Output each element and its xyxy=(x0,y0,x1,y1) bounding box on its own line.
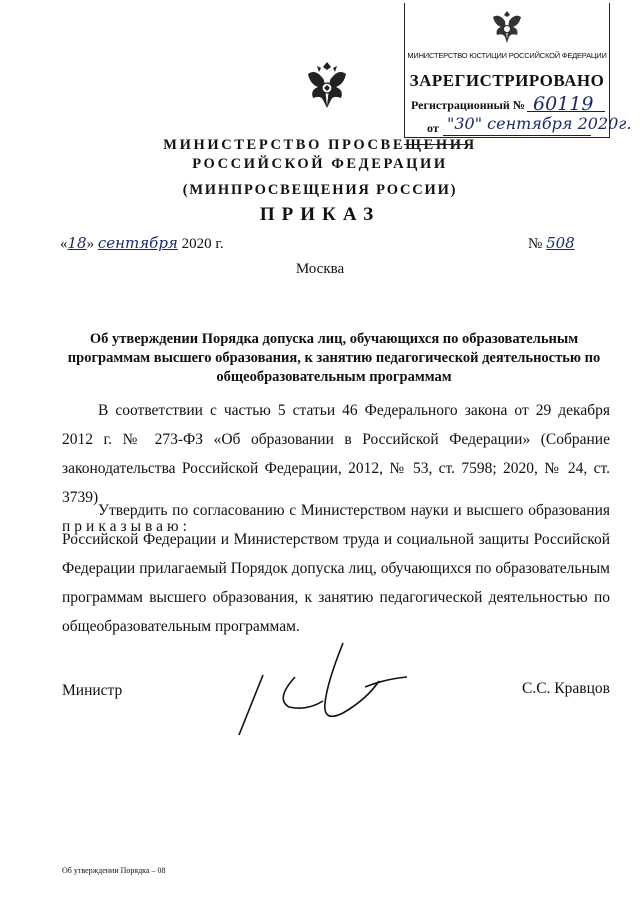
signer-name: С.С. Кравцов xyxy=(522,680,610,697)
handwritten-signature xyxy=(225,625,415,745)
city: Москва xyxy=(295,261,345,277)
command-word: приказываю: xyxy=(62,518,191,535)
stamp-underline xyxy=(527,111,605,112)
date-day: 18 xyxy=(67,234,87,252)
stamp-from-label: от xyxy=(427,121,439,135)
document-type: ПРИКАЗ xyxy=(259,204,381,225)
order-date xyxy=(60,234,224,253)
coat-of-arms-icon xyxy=(485,7,529,45)
coat-of-arms-icon xyxy=(304,60,350,112)
number-value: 508 xyxy=(546,234,575,252)
stamp-reg-number: 60119 xyxy=(533,93,594,115)
stamp-status: ЗАРЕГИСТРИРОВАНО xyxy=(409,71,605,90)
signer-role: Министр xyxy=(62,682,123,699)
registration-stamp xyxy=(404,3,632,138)
preamble-text: В соответствии с частью 5 статьи 46 Федерального закона от 29 декабря 2012 г. № 273-ФЗ «Об образовании в Российской Федерации» (Собрание законодательства Российской Федерации, 2012, № 53, ст. 7598; 2020, № 24, ст. 3739) xyxy=(62,402,610,506)
ministry-short-name: (МИНПРОСВЕЩЕНИЯ РОССИИ) xyxy=(182,182,458,198)
stamp-from-date: "30" сентября 2020г. xyxy=(447,114,632,133)
number-label: № xyxy=(528,236,543,252)
stamp-reg-label: Регистрационный № xyxy=(411,98,525,112)
stamp-overlap-line xyxy=(404,144,472,145)
document-title: Об утверждении Порядка допуска лиц, обучающихся по образовательным программам высшего образования, к занятию педагогической деятельностью по общеобразовательным программам xyxy=(67,331,601,385)
ministry-name-line2: РОССИЙСКОЙ ФЕДЕРАЦИИ xyxy=(192,156,448,172)
date-quote-close: » xyxy=(86,236,95,252)
order-paragraph: Утвердить по согласованию с Министерством науки и высшего образования Российской Федерации и Министерством труда и социальной защиты Российской Федерации прилагаемый Порядок допуска лиц, обучающихся по образовательным программам высшего образования, к занятию педагогической деятельностью по общеобразовательным программам. xyxy=(62,502,610,635)
ministry-name-line1: МИНИСТЕРСТВО ПРОСВЕЩЕНИЯ xyxy=(163,137,477,153)
stamp-underline xyxy=(443,135,591,136)
date-quote-open: « xyxy=(60,236,68,252)
date-month: сентября xyxy=(97,234,178,252)
date-year: 2020 г. xyxy=(181,236,224,252)
stamp-ministry: МИНИСТЕРСТВО ЮСТИЦИИ РОССИЙСКОЙ ФЕДЕРАЦИИ xyxy=(407,51,607,60)
footer-note: Об утверждении Порядка – 08 xyxy=(62,866,166,875)
order-number xyxy=(528,234,575,253)
